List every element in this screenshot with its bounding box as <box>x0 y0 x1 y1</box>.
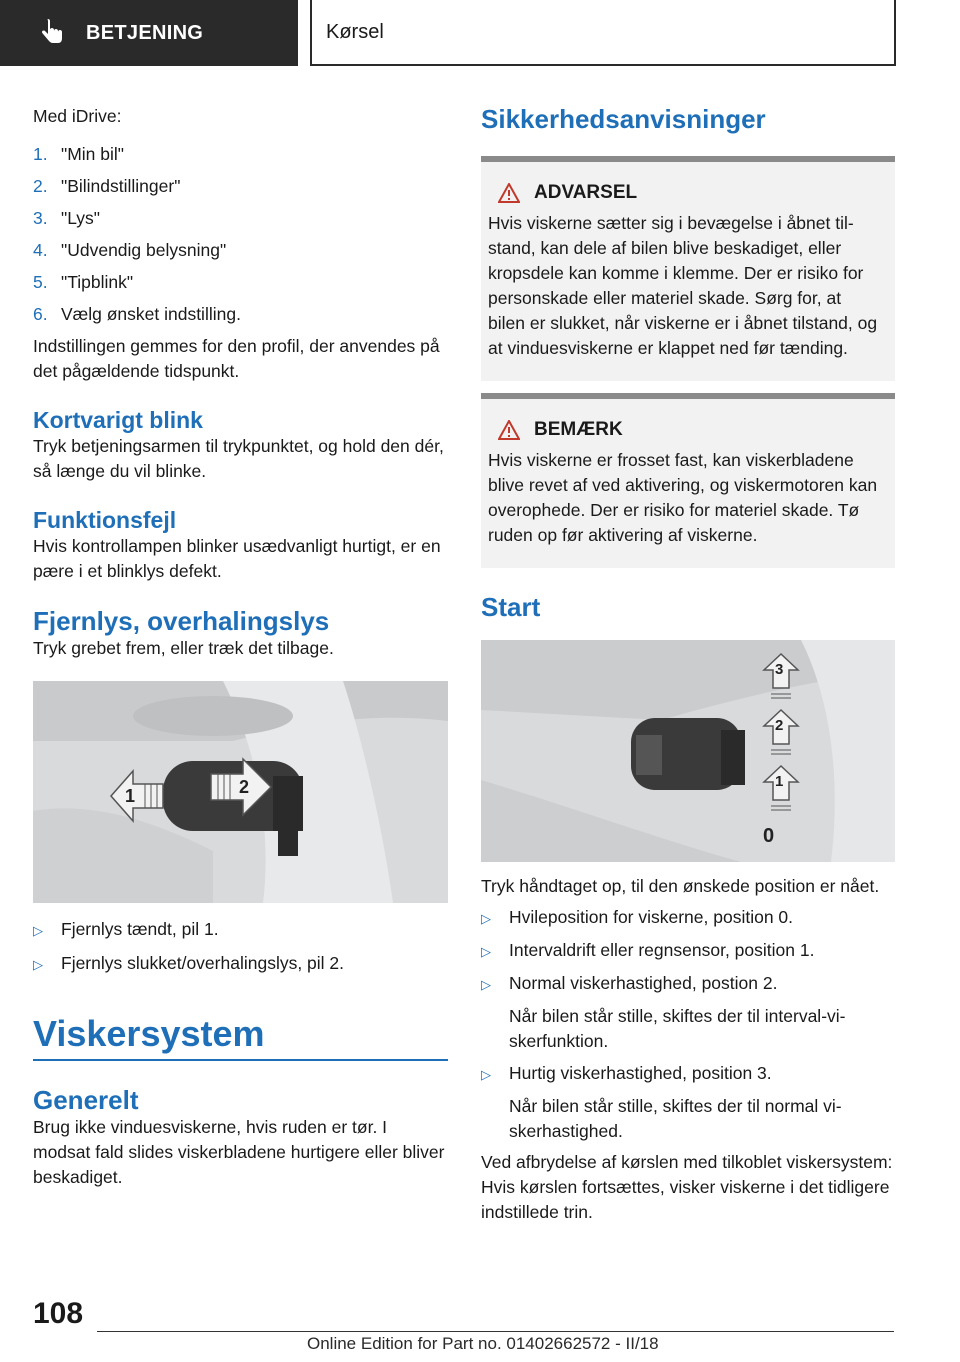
wiper-lever-illustration <box>481 640 895 862</box>
list-item: ▷ Hurtig viskerhastighed, position 3. <box>481 1061 895 1087</box>
step-item: 1. "Min bil" <box>33 143 124 164</box>
fjernlys-list <box>33 917 448 977</box>
page-number: 108 <box>33 1297 84 1330</box>
warning-triangle-icon <box>498 420 520 440</box>
kortvarigt-heading: Kortvarigt blink <box>33 407 203 433</box>
step-item: 4. "Udvendig belysning" <box>33 239 227 260</box>
section-tab[interactable] <box>0 0 298 66</box>
edition-text: Online Edition for Part no. 01402662572 - II/18 <box>307 1334 659 1353</box>
start-list <box>481 905 895 1144</box>
fjernlys-figure <box>33 681 448 903</box>
save-note: Indstillingen gemmes for den profil, der anvendes på det pågældende tidspunkt. <box>33 336 440 381</box>
closing-text: Ved afbrydelse af kørslen med tilkoblet viskersystem: Hvis kørslen fortsættes, visker viskerne i det tidligere indstillede trin. <box>481 1152 893 1222</box>
notice-text: Hvis viskerne er frosset fast, kan viskerbladene blive revet af ved aktivering, og viskermotoren kan overophede. Der er risiko for materiel skade. Tø ruden op før aktivering af viskerne. <box>488 450 878 545</box>
page-header <box>0 0 960 66</box>
triangle-bullet-icon: ▷ <box>481 944 491 959</box>
funktionsfejl-heading: Funktionsfejl <box>33 507 177 533</box>
position-label-0: 0 <box>763 825 775 847</box>
funktionsfejl-text: Hvis kontrollampen blinker usædvanligt hurtigt, er en pære i et blinklys defekt. <box>33 536 441 581</box>
warning-text: Hvis viskerne sætter sig i bevægelse i åbnet tilstand, kan dele af bilen blive beskadiget, eller kropsdele kan komme i klemme. Der er risiko for personskade eller materiel skade. Sørg for, at bilen er slukket, når viskerne er i åbnet tilstand, og at vinduesviskerne er klappet ned før tænding. <box>488 213 878 358</box>
position-label-2: 2 <box>775 717 784 734</box>
list-item: ▷ Fjernlys tændt, pil 1. <box>33 917 448 943</box>
kortvarigt-text: Tryk betjeningsarmen til trykpunktet, og hold den dér, så længe du vil blinke. <box>33 436 444 481</box>
left-column <box>33 104 448 1190</box>
notice-box <box>481 393 895 568</box>
list-item: ▷ Hvileposition for viskerne, position 0. <box>481 905 895 931</box>
triangle-bullet-icon: ▷ <box>481 1067 491 1082</box>
viskersystem-heading: Viskersystem <box>33 1013 265 1054</box>
chapter-tab <box>310 0 896 66</box>
idrive-steps <box>33 138 448 330</box>
footer-divider <box>97 1331 894 1332</box>
chapter-label: Kørsel <box>326 20 384 43</box>
triangle-bullet-icon: ▷ <box>481 977 491 992</box>
step-item: 5. "Tipblink" <box>33 271 134 292</box>
fjernlys-heading: Fjernlys, overhalingslys <box>33 606 330 636</box>
safety-heading: Sikkerhedsanvisninger <box>481 104 766 134</box>
warning-title: ADVARSEL <box>498 180 881 205</box>
step-item: 6. Vælg ønsket indstilling. <box>33 303 241 324</box>
fjernlys-text: Tryk grebet frem, eller træk det tilbage. <box>33 638 334 658</box>
position-label-3: 3 <box>775 661 784 678</box>
section-divider <box>33 1059 448 1061</box>
arrow-label-2: 2 <box>239 777 250 797</box>
lever-illustration <box>33 681 448 903</box>
generelt-heading: Generelt <box>33 1085 139 1115</box>
start-text: Tryk håndtaget op, til den ønskede position er nået. <box>481 876 880 896</box>
start-heading: Start <box>481 592 541 622</box>
list-item-sub: Når bilen står stille, skiftes der til interval-viskerfunktion. <box>509 1006 846 1051</box>
step-item: 3. "Lys" <box>33 207 101 228</box>
triangle-bullet-icon: ▷ <box>33 957 43 972</box>
generelt-text: Brug ikke vinduesviskerne, hvis ruden er tør. I modsat fald slides viskerbladene hurtigere eller bliver beskadiget. <box>33 1117 445 1187</box>
idrive-intro: Med iDrive: <box>33 106 122 126</box>
notice-title: BEMÆRK <box>498 417 881 442</box>
list-item: ▷ Normal viskerhastighed, postion 2. <box>481 971 895 997</box>
warning-triangle-icon <box>498 183 520 203</box>
step-item: 2. "Bilindstillinger" <box>33 175 181 196</box>
warning-box <box>481 156 895 381</box>
list-item: ▷ Intervaldrift eller regnsensor, position 1. <box>481 938 895 964</box>
right-column <box>481 104 895 1225</box>
section-label: BETJENING <box>86 21 204 44</box>
hand-pointer-icon <box>40 19 64 47</box>
list-item: ▷ Fjernlys slukket/overhalingslys, pil 2. <box>33 951 448 977</box>
triangle-bullet-icon: ▷ <box>481 911 491 926</box>
arrow-label-1: 1 <box>125 786 136 806</box>
list-item-sub: Når bilen står stille, skiftes der til normal viskerhastighed. <box>509 1096 842 1141</box>
position-label-1: 1 <box>775 773 784 790</box>
wiper-figure <box>481 640 895 862</box>
triangle-bullet-icon: ▷ <box>33 923 43 938</box>
